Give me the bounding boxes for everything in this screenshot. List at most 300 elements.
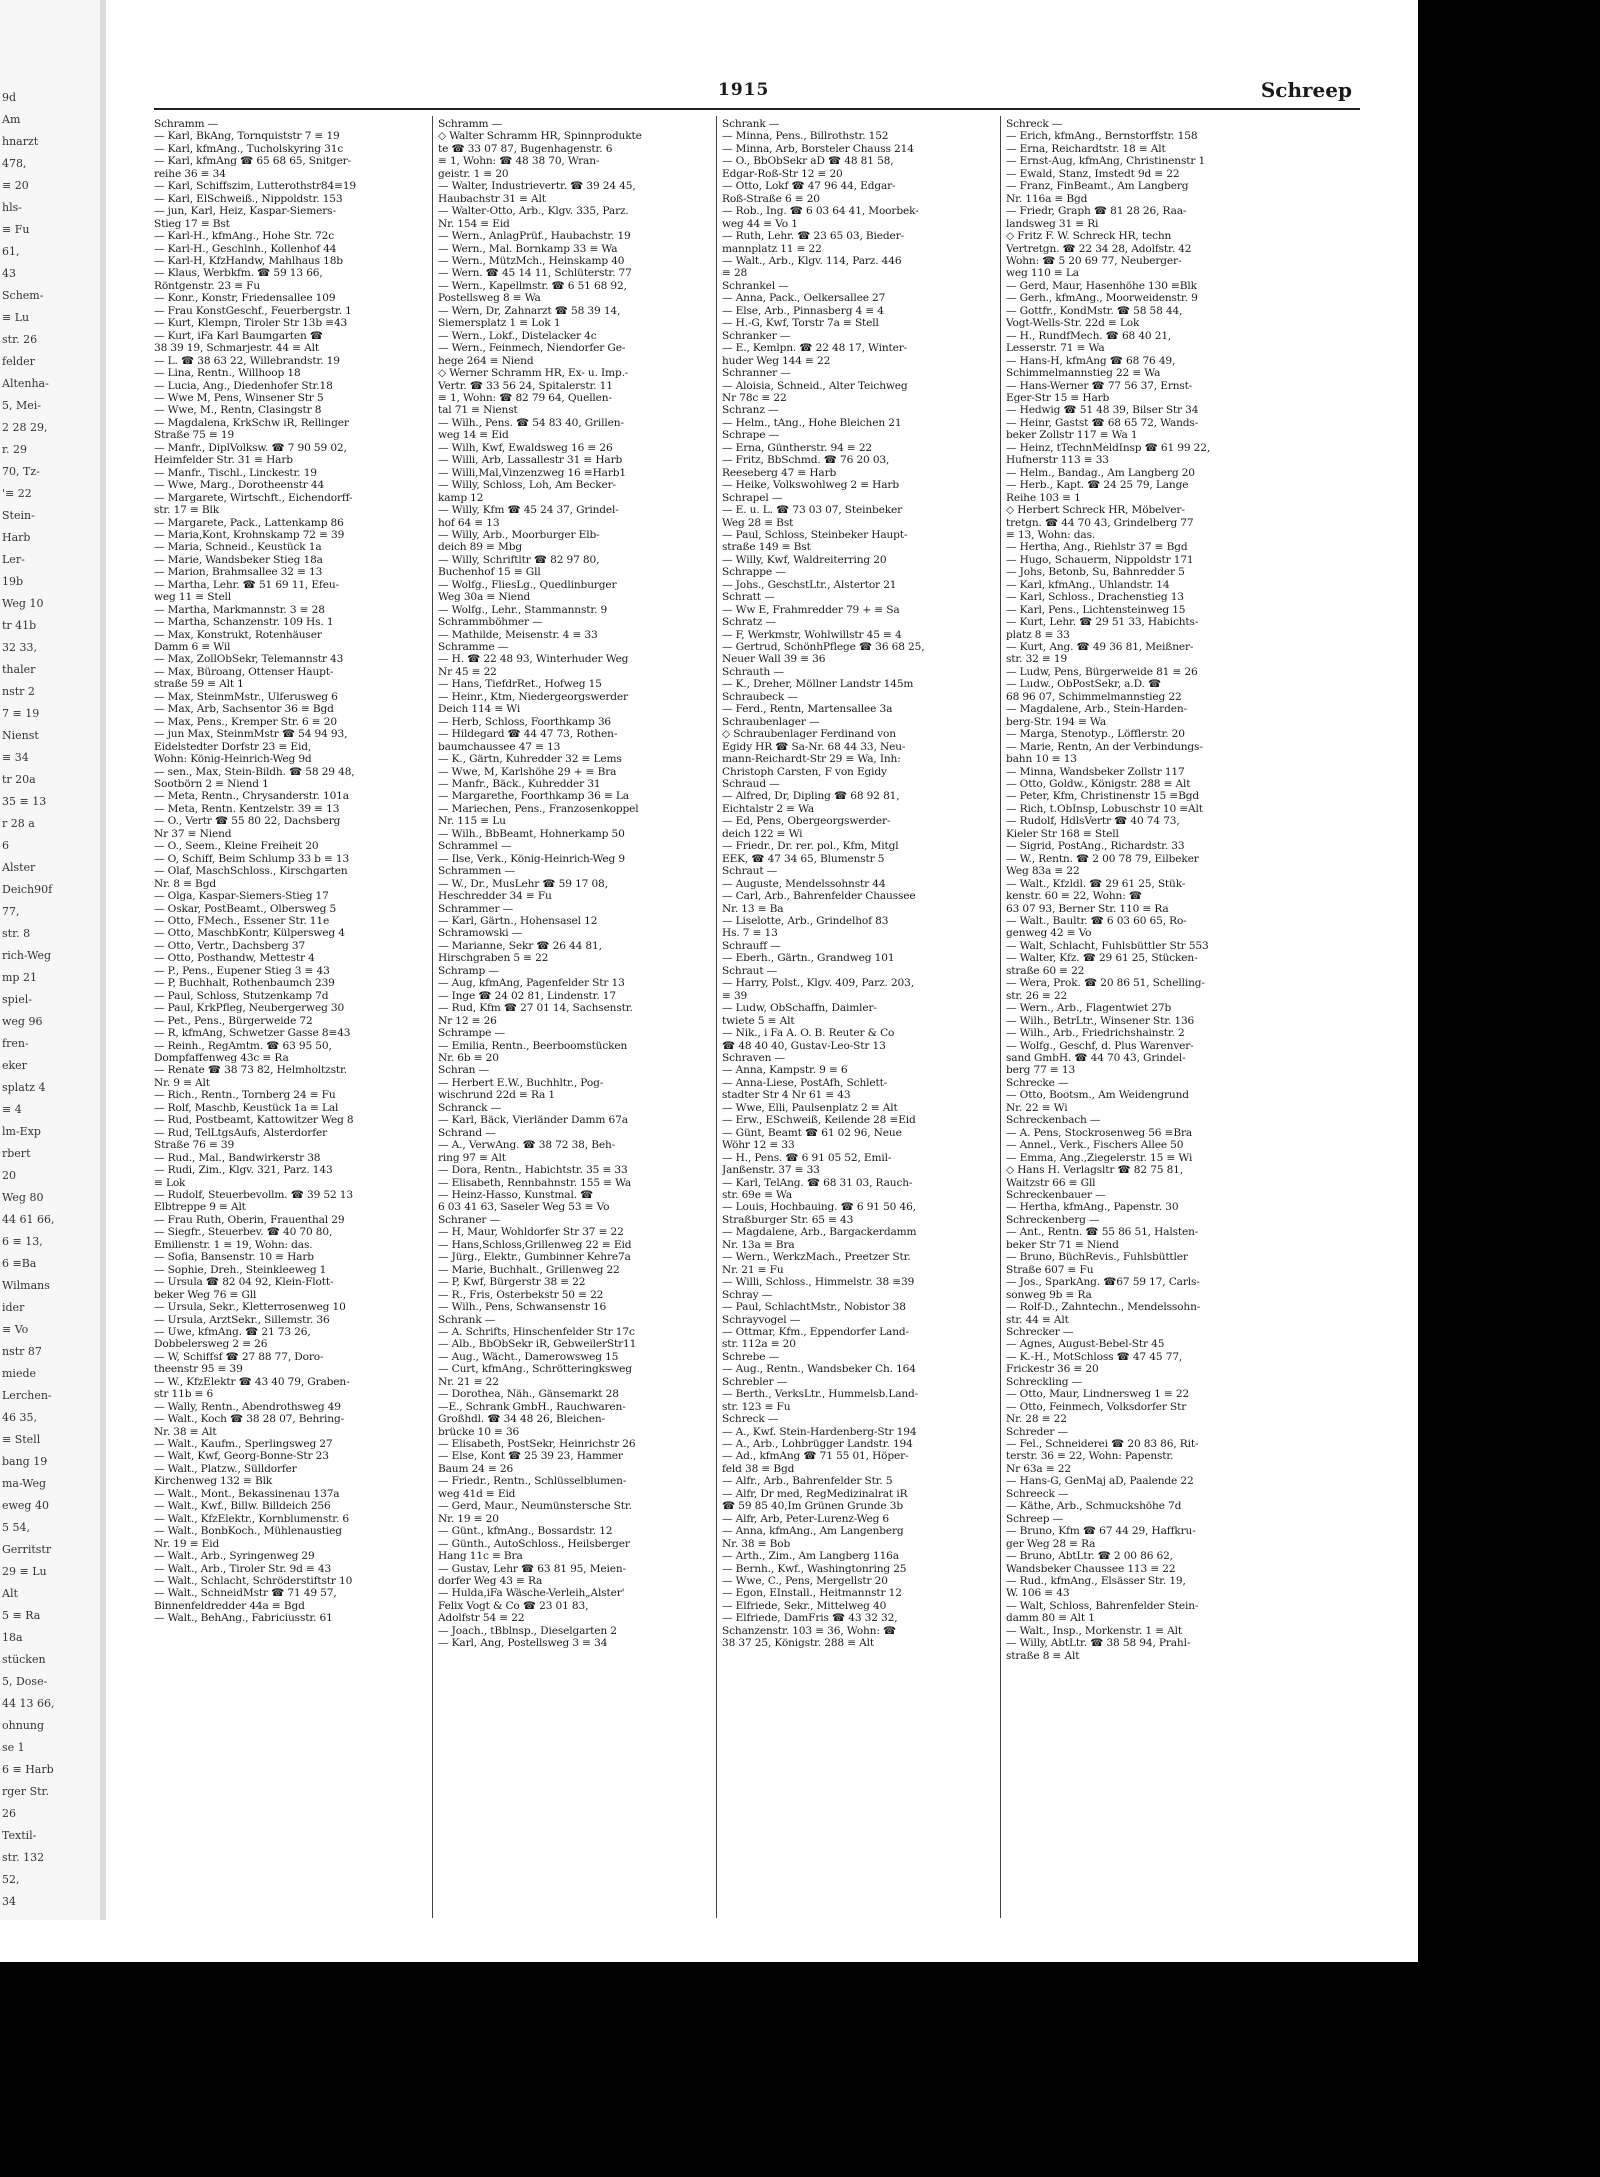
directory-entry-line: — Hans,Schloss,Grillenweg 22 ≡ Eid bbox=[438, 1238, 632, 1251]
directory-entry-line: Damm 6 ≡ Wil bbox=[154, 641, 231, 654]
directory-entry-line: W. 106 ≡ 43 bbox=[1006, 1587, 1070, 1600]
column-4 bbox=[1006, 118, 1280, 1918]
directory-entry-line: — K., Gärtn, Kuhredder 32 ≡ Lems bbox=[438, 753, 622, 766]
directory-entry-line: — Mathilde, Meisenstr. 4 ≡ 33 bbox=[438, 628, 598, 641]
directory-entry-line: — Walt., Arb., Klgv. 114, Parz. 446 bbox=[722, 254, 902, 267]
directory-entry-line: — Karl-H, KfzHandw, Mahlhaus 18b bbox=[154, 254, 343, 267]
directory-entry-line: — Elisabeth, Rennbahnstr. 155 ≡ Wa bbox=[438, 1176, 632, 1189]
directory-entry-line: — Ottmar, Kfm., Eppendorfer Land- bbox=[722, 1325, 909, 1338]
gutter-fragment: 5, Mei- bbox=[2, 399, 41, 412]
directory-entry-line: — L. ☎ 38 63 22, Willebrandstr. 19 bbox=[154, 354, 340, 367]
directory-entry-line: beker Str 71 ≡ Niend bbox=[1006, 1238, 1119, 1251]
directory-entry-line: Schrebler — bbox=[722, 1375, 788, 1388]
gutter-fragment: str. 8 bbox=[2, 927, 31, 940]
directory-entry-line: — Walt., Arb., Tiroler Str. 9d ≡ 43 bbox=[154, 1562, 332, 1575]
directory-entry-line: Schranz — bbox=[722, 404, 779, 417]
directory-entry-line: — Nik., i Fa A. O. B. Reuter & Co bbox=[722, 1027, 895, 1040]
directory-entry-line: — Aug., Rentn., Wandsbeker Ch. 164 bbox=[722, 1363, 916, 1376]
directory-entry-line: — Ant., Rentn. ☎ 55 86 51, Halsten- bbox=[1006, 1226, 1199, 1239]
directory-entry-line: — Karl, ElSchweiß., Nippoldstr. 153 bbox=[154, 192, 343, 205]
directory-entry-line: — Ewald, Stanz, Imstedt 9d ≡ 22 bbox=[1006, 167, 1180, 180]
directory-entry-line: — H. ☎ 22 48 93, Winterhuder Weg bbox=[438, 653, 629, 666]
directory-entry-line: — Jürg., Elektr., Gumbinner Kehre7a bbox=[438, 1251, 631, 1264]
directory-entry-line: brücke 10 ≡ 36 bbox=[438, 1425, 520, 1438]
directory-entry-line: Schrankel — bbox=[722, 279, 789, 292]
directory-entry-line: Haubachstr 31 ≡ Alt bbox=[438, 192, 546, 205]
directory-entry-line: — Walter, Industrievertr. ☎ 39 24 45, bbox=[438, 180, 636, 193]
directory-entry-line: — Walt., Kaufm., Sperlingsweg 27 bbox=[154, 1438, 333, 1451]
directory-entry-line: — Lina, Rentn., Willhoop 18 bbox=[154, 367, 301, 380]
directory-entry-line: twiete 5 ≡ Alt bbox=[722, 1014, 795, 1027]
directory-entry-line: — Ludw, ObSchaffn, Daimler- bbox=[722, 1002, 877, 1015]
directory-entry-line: — Olga, Kaspar-Siemers-Stieg 17 bbox=[154, 890, 329, 903]
directory-entry-line: — Minna, Wandsbeker Zollstr 117 bbox=[1006, 765, 1185, 778]
directory-entry-line: — Rud, TelLtgsAufs, Alsterdorfer bbox=[154, 1126, 327, 1139]
gutter-fragment: '≡ 22 bbox=[2, 487, 32, 500]
directory-entry-line: — K.-H., MotSchloss ☎ 47 45 77, bbox=[1006, 1350, 1183, 1363]
gutter-fragment: felder bbox=[2, 355, 35, 368]
directory-entry-line: — Willi, Arb, Lassallestr 31 ≡ Harb bbox=[438, 454, 623, 467]
directory-entry-line: — Alfr, Arb, Peter-Lurenz-Weg 6 bbox=[722, 1512, 890, 1525]
page-header-word: Schreep bbox=[1260, 78, 1352, 102]
directory-entry-line: — Otto, Goldw., Königstr. 288 ≡ Alt bbox=[1006, 778, 1191, 791]
directory-entry-line: Schrampe — bbox=[438, 1027, 505, 1040]
directory-entry-line: Schreckling — bbox=[1006, 1375, 1083, 1388]
directory-entry-line: — Rich, t.ObInsp, Lobuschstr 10 ≡Alt bbox=[1006, 802, 1203, 815]
directory-entry-line: Nr. 22 ≡ Wi bbox=[1006, 1101, 1068, 1114]
directory-entry-line: Schraut — bbox=[722, 964, 778, 977]
directory-entry-line: — Gerh., kfmAng., Moorweidenstr. 9 bbox=[1006, 292, 1198, 305]
directory-entry-line: Schrayvogel — bbox=[722, 1313, 801, 1326]
directory-entry-line: — Walt., KfzElektr., Kornblumenstr. 6 bbox=[154, 1512, 350, 1525]
directory-entry-line: — Martha, Markmannstr. 3 ≡ 28 bbox=[154, 603, 325, 616]
directory-entry-line: — Wern. ☎ 45 14 11, Schlüterstr. 77 bbox=[438, 267, 632, 280]
directory-entry-line: — Max, Pens., Kremper Str. 6 ≡ 20 bbox=[154, 715, 337, 728]
gutter-fragment: Weg 10 bbox=[2, 597, 44, 610]
directory-entry-line: — Rich., Rentn., Tornberg 24 ≡ Fu bbox=[154, 1089, 336, 1102]
directory-entry-line: — Harry, Polst., Klgv. 409, Parz. 203, bbox=[722, 977, 914, 990]
directory-entry-line: Schrank — bbox=[722, 118, 780, 130]
gutter-fragment: 34 bbox=[2, 1895, 16, 1908]
directory-entry-line: — Willy, Kfm ☎ 45 24 37, Grindel- bbox=[438, 504, 619, 517]
gutter-fragment: str. 26 bbox=[2, 333, 38, 346]
directory-entry-line: — Walt, Schlacht, Fuhlsbüttler Str 553 bbox=[1006, 939, 1209, 952]
directory-entry-line: Schrammel — bbox=[438, 840, 512, 853]
gutter-fragment: 6 ≡Ba bbox=[2, 1257, 37, 1270]
directory-entry-line: beker Zollstr 117 ≡ Wa 1 bbox=[1006, 429, 1138, 442]
directory-entry-line: ring 97 ≡ Alt bbox=[438, 1151, 506, 1164]
scan-border-bottom bbox=[0, 1962, 1418, 2177]
directory-entry-line: — Herb, Schloss, Foorthkamp 36 bbox=[438, 715, 612, 728]
directory-entry-line: — Gottfr., KondMstr. ☎ 58 58 44, bbox=[1006, 304, 1183, 317]
directory-entry-line: — R., Fris, Osterbekstr 50 ≡ 22 bbox=[438, 1288, 604, 1301]
directory-entry-line: weg 14 ≡ Eid bbox=[438, 429, 509, 442]
directory-entry-line: Vertretgn. ☎ 22 34 28, Adolfstr. 42 bbox=[1006, 242, 1192, 255]
directory-entry-line: Christoph Carsten, F von Egidy bbox=[722, 765, 887, 778]
directory-entry-line: 38 39 19, Schmarjestr. 44 ≡ Alt bbox=[154, 342, 319, 355]
directory-entry-line: genweg 42 ≡ Vo bbox=[1006, 927, 1092, 940]
gutter-fragment: 46 35, bbox=[2, 1411, 37, 1424]
directory-entry-line: — Karl, Gärtn., Hohensasel 12 bbox=[438, 915, 598, 927]
directory-entry-line: — Heinz, tTechnMeldInsp ☎ 61 99 22, bbox=[1006, 441, 1211, 454]
directory-entry-line: str. 17 ≡ Blk bbox=[154, 504, 220, 517]
directory-entry-line: — Ursula, Sekr., Kletterrosenweg 10 bbox=[154, 1301, 346, 1314]
directory-entry-line: — E. u. L. ☎ 73 03 07, Steinbeker bbox=[722, 504, 903, 517]
directory-entry-line: Wohn: König-Heinrich-Weg 9d bbox=[154, 753, 312, 766]
directory-entry-line: Weg 28 ≡ Bst bbox=[722, 516, 794, 529]
directory-entry-line: — Günth., AutoSchloss., Heilsberger bbox=[438, 1537, 630, 1550]
directory-entry-line: — Peter, Kfm, Christinenstr 15 ≡Bgd bbox=[1006, 790, 1199, 803]
directory-entry-line: — Konr., Konstr, Friedensallee 109 bbox=[154, 292, 336, 305]
directory-entry-line: — Bruno, Kfm ☎ 67 44 29, Haffkru- bbox=[1006, 1525, 1196, 1538]
directory-entry-line: — Gertrud, SchönhPflege ☎ 36 68 25, bbox=[722, 641, 925, 654]
directory-entry-line: — Rud, Postbeamt, Kattowitzer Weg 8 bbox=[154, 1114, 354, 1127]
directory-entry-line: Nr. 13 ≡ Ba bbox=[722, 902, 784, 915]
directory-entry-line: Roß-Straße 6 ≡ 20 bbox=[722, 192, 820, 205]
directory-entry-line: Weg 83a ≡ 22 bbox=[1006, 865, 1080, 878]
directory-entry-line: — Kurt, Ang. ☎ 49 36 81, Meißner- bbox=[1006, 641, 1194, 654]
directory-entry-line: — Ursula ☎ 82 04 92, Klein-Flott- bbox=[154, 1276, 334, 1289]
directory-entry-line: — A. Schrifts, Hinschenfelder Str 17c bbox=[438, 1325, 635, 1338]
directory-entry-line: — Else, Arb., Pinnasberg 4 ≡ 4 bbox=[722, 304, 884, 317]
directory-entry-line: — Fel., Schneiderei ☎ 20 83 86, Rit- bbox=[1006, 1438, 1199, 1451]
directory-entry-line: — Anna, Pack., Oelkersallee 27 bbox=[722, 292, 886, 305]
directory-entry-line: ◇ Schraubenlager Ferdinand von bbox=[722, 728, 896, 741]
directory-entry-line: — Minna, Arb, Borsteler Chauss 214 bbox=[722, 142, 914, 155]
directory-entry-line: — Max, Arb, Sachsentor 36 ≡ Bgd bbox=[154, 703, 334, 716]
directory-entry-line: — Käthe, Arb., Schmuckshöhe 7d bbox=[1006, 1500, 1182, 1513]
directory-entry-line: — jun, Karl, Heiz, Kaspar-Siemers- bbox=[154, 205, 336, 218]
directory-entry-line: — Bruno, AbtLtr. ☎ 2 00 86 62, bbox=[1006, 1550, 1173, 1563]
directory-entry-line: — Margarete, Pack., Lattenkamp 86 bbox=[154, 516, 344, 529]
directory-entry-line: — Siegfr., Steuerbev. ☎ 40 70 80, bbox=[154, 1226, 333, 1239]
directory-entry-line: — Walt., Baultr. ☎ 6 03 60 65, Ro- bbox=[1006, 915, 1187, 927]
directory-entry-line: Schraner — bbox=[438, 1213, 501, 1226]
directory-entry-line: — Willy, Kwf, Waldreiterring 20 bbox=[722, 553, 887, 566]
directory-entry-line: mann-Reichardt-Str 29 ≡ Wa, Inh: bbox=[722, 753, 901, 766]
directory-entry-line: — Karl, kfmAng., Tucholskyring 31c bbox=[154, 142, 344, 155]
gutter-fragment: 35 ≡ 13 bbox=[2, 795, 47, 808]
directory-entry-line: — Alb., BbObSekr iR, GebweilerStr11 bbox=[438, 1338, 637, 1351]
directory-entry-line: Schrebe — bbox=[722, 1350, 780, 1363]
directory-entry-line: — Kurt, iFa Karl Baumgarten ☎ bbox=[154, 329, 323, 342]
directory-entry-line: kenstr. 60 ≡ 22, Wohn: ☎ bbox=[1006, 890, 1142, 903]
gutter-fragment: splatz 4 bbox=[2, 1081, 46, 1094]
directory-entry-line: — Meta, Rentn. Kentzelstr. 39 ≡ 13 bbox=[154, 802, 340, 815]
directory-entry-line: — Manfr., Bäck., Kuhredder 31 bbox=[438, 778, 601, 791]
directory-entry-line: ≡ Lok bbox=[154, 1176, 186, 1189]
directory-entry-line: — Otto, Posthandw, Mettestr 4 bbox=[154, 952, 315, 965]
directory-entry-line: str. 44 ≡ Alt bbox=[1006, 1313, 1069, 1326]
directory-entry-line: Schreck — bbox=[722, 1413, 779, 1426]
directory-entry-line: — Frau Ruth, Oberin, Frauenthal 29 bbox=[154, 1213, 345, 1226]
gutter-fragment: 26 bbox=[2, 1807, 16, 1820]
directory-entry-line: — Wern., WerkzMach., Preetzer Str. bbox=[722, 1251, 911, 1264]
directory-entry-line: — Karl, BkAng, Tornquiststr 7 ≡ 19 bbox=[154, 130, 340, 143]
gutter-fragment: 32 33, bbox=[2, 641, 37, 654]
directory-entry-line: — Liselotte, Arb., Grindelhof 83 bbox=[722, 915, 889, 927]
directory-entry-line: Wohn: ☎ 5 20 69 77, Neuberger- bbox=[1006, 254, 1182, 267]
directory-entry-line: — Karl, kfmAng., Uhlandstr. 14 bbox=[1006, 578, 1170, 591]
directory-entry-line: — Maria, Schneid., Keustück 1a bbox=[154, 541, 322, 554]
directory-entry-line: Schreckenbach — bbox=[1006, 1114, 1101, 1127]
directory-entry-line: terstr. 36 ≡ 22, Wohn: Papenstr. bbox=[1006, 1450, 1174, 1463]
directory-entry-line: deich 122 ≡ Wi bbox=[722, 827, 803, 840]
directory-entry-line: — Magdalena, KrkSchw iR, Rellinger bbox=[154, 416, 349, 429]
gutter-fragment: 6 ≡ Harb bbox=[2, 1763, 54, 1776]
directory-entry-line: Schrauth — bbox=[722, 665, 784, 678]
directory-entry-line: Nr 78c ≡ 22 bbox=[722, 391, 787, 404]
directory-entry-line: landsweg 31 ≡ Ri bbox=[1006, 217, 1099, 230]
directory-entry-line: Schreckenberg — bbox=[1006, 1213, 1100, 1226]
directory-entry-line: — Walt., Schlacht, Schröderstiftstr 10 bbox=[154, 1575, 353, 1588]
column-2 bbox=[438, 118, 712, 1918]
directory-entry-line: tretgn. ☎ 44 70 43, Grindelberg 77 bbox=[1006, 516, 1194, 529]
directory-entry-line: Nr. 21 ≡ 22 bbox=[438, 1375, 499, 1388]
directory-entry-line: — A., Arb., Lohbrügger Landstr. 194 bbox=[722, 1438, 913, 1451]
directory-entry-line: — Wwe, M., Rentn, Clasingstr 8 bbox=[154, 404, 322, 417]
directory-entry-line: — Ludw., ObPostSekr, a.D. ☎ bbox=[1006, 678, 1162, 691]
directory-entry-line: — Wolfg., Geschf, d. Plus Warenver- bbox=[1006, 1039, 1194, 1052]
directory-entry-line: Schrammen — bbox=[438, 865, 515, 878]
directory-entry-line: — Ruth, Lehr. ☎ 23 65 03, Bieder- bbox=[722, 230, 904, 243]
directory-entry-line: Schraubenlager — bbox=[722, 715, 820, 728]
directory-entry-line: — Eberh., Gärtn., Grandweg 101 bbox=[722, 952, 895, 965]
directory-entry-line: Vogt-Wells-Str. 22d ≡ Lok bbox=[1006, 317, 1140, 330]
directory-entry-line: — Günt., kfmAng., Bossardstr. 12 bbox=[438, 1525, 613, 1538]
directory-entry-line: — Anna, kfmAng., Am Langenberg bbox=[722, 1525, 904, 1538]
directory-entry-line: theenstr 95 ≡ 39 bbox=[154, 1363, 243, 1376]
directory-entry-line: — Franz, FinBeamt., Am Langberg bbox=[1006, 180, 1189, 193]
directory-page bbox=[106, 0, 1418, 1962]
directory-entry-line: Felix Vogt & Co ☎ 23 01 83, bbox=[438, 1599, 589, 1612]
directory-entry-line: — O., Vertr ☎ 55 80 22, Dachsberg bbox=[154, 815, 341, 828]
directory-entry-line: straße 149 ≡ Bst bbox=[722, 541, 811, 554]
directory-entry-line: — Inge ☎ 24 02 81, Lindenstr. 17 bbox=[438, 989, 616, 1002]
directory-entry-line: str 11b ≡ 6 bbox=[154, 1388, 214, 1401]
gutter-fragment: 77, bbox=[2, 905, 20, 918]
directory-entry-line: — Wilh., Pens. ☎ 54 83 40, Grillen- bbox=[438, 416, 624, 429]
directory-entry-line: Schrappe — bbox=[722, 566, 786, 579]
directory-entry-line: — Dora, Rentn., Habichtstr. 35 ≡ 33 bbox=[438, 1164, 628, 1177]
gutter-fragment: 5 ≡ Ra bbox=[2, 1609, 41, 1622]
directory-entry-line: — Hildegard ☎ 44 47 73, Rothen- bbox=[438, 728, 618, 741]
directory-entry-line: — Maria,Kont, Krohnskamp 72 ≡ 39 bbox=[154, 528, 345, 541]
directory-entry-line: damm 80 ≡ Alt 1 bbox=[1006, 1612, 1095, 1625]
directory-entry-line: — Else, Kont ☎ 25 39 23, Hammer bbox=[438, 1450, 623, 1463]
directory-entry-line: — Willy, Arb., Moorburger Elb- bbox=[438, 528, 600, 541]
directory-entry-line: — Walt., SchneidMstr ☎ 71 49 57, bbox=[154, 1587, 337, 1600]
directory-entry-line: — Aug, kfmAng, Pagenfelder Str 13 bbox=[438, 977, 625, 990]
directory-entry-line: berg-Str. 194 ≡ Wa bbox=[1006, 715, 1107, 728]
directory-entry-line: — Elfriede, DamFris ☎ 43 32 32, bbox=[722, 1612, 898, 1625]
directory-entry-line: — Ursula, ArztSekr., Sillemstr. 36 bbox=[154, 1313, 330, 1326]
directory-entry-line: — Wolfg., FliesLg., Quedlinburger bbox=[438, 578, 617, 591]
directory-entry-line: Hang 11c ≡ Bra bbox=[438, 1550, 523, 1563]
directory-entry-line: — Alfr., Arb., Bahrenfelder Str. 5 bbox=[722, 1475, 893, 1488]
directory-entry-line: Nr. 154 ≡ Eid bbox=[438, 217, 510, 230]
directory-entry-line: — sen., Max, Stein-Bildh. ☎ 58 29 48, bbox=[154, 765, 355, 778]
directory-entry-line: — Otto, Vertr., Dachsberg 37 bbox=[154, 939, 306, 952]
directory-entry-line: — Walter-Otto, Arb., Klgv. 335, Parz. bbox=[438, 205, 629, 218]
directory-entry-line: — Wwe, C., Pens, Mergellstr 20 bbox=[722, 1575, 888, 1588]
directory-entry-line: — Erna, Güntherstr. 94 ≡ 22 bbox=[722, 441, 873, 454]
gutter-fragment: ≡ Fu bbox=[2, 223, 30, 236]
directory-entry-line: Nr. 115 ≡ Lu bbox=[438, 815, 506, 828]
directory-entry-line: — jun Max, SteinmMstr ☎ 54 94 93, bbox=[154, 728, 348, 741]
directory-entry-line: ◇ Herbert Schreck HR, Möbelver- bbox=[1006, 504, 1185, 517]
directory-entry-line: wischrund 22d ≡ Ra 1 bbox=[438, 1089, 556, 1102]
directory-entry-line: ◇ Fritz F. W. Schreck HR, techn bbox=[1006, 230, 1172, 243]
directory-entry-line: Schray — bbox=[722, 1288, 773, 1301]
directory-entry-line: — Walt., BonbKoch., Mühlenaustieg bbox=[154, 1525, 342, 1538]
directory-entry-line: ≡ 28 bbox=[722, 267, 748, 280]
directory-entry-line: Straße 76 ≡ 39 bbox=[154, 1139, 235, 1152]
directory-entry-line: — W., KfzElektr ☎ 43 40 79, Graben- bbox=[154, 1375, 350, 1388]
gutter-fragment: weg 96 bbox=[2, 1015, 43, 1028]
gutter-fragment: ≡ Lu bbox=[2, 311, 30, 324]
directory-entry-line: — Erna, Reichardtstr. 18 ≡ Alt bbox=[1006, 142, 1166, 155]
directory-entry-line: — Karl, Schloss., Drachenstieg 13 bbox=[1006, 591, 1184, 604]
directory-entry-line: Weg 30a ≡ Niend bbox=[438, 591, 531, 604]
directory-entry-line: — Johs., GeschstLtr., Alstertor 21 bbox=[722, 578, 897, 591]
directory-entry-line: — Walt, Kwf, Georg-Bonne-Str 23 bbox=[154, 1450, 329, 1463]
directory-entry-line: — Erich, kfmAng., Bernstorffstr. 158 bbox=[1006, 130, 1198, 143]
directory-entry-line: Buchenhof 15 ≡ Gll bbox=[438, 566, 541, 579]
directory-entry-line: Schraut — bbox=[722, 865, 778, 878]
directory-entry-line: — Walt., Koch ☎ 38 28 07, Behring- bbox=[154, 1413, 345, 1426]
directory-entry-line: Nr. 13a ≡ Bra bbox=[722, 1238, 795, 1251]
directory-entry-line: ◇ Werner Schramm HR, Ex- u. Imp.- bbox=[438, 367, 629, 380]
directory-entry-line: — Hedwig ☎ 51 48 39, Bilser Str 34 bbox=[1006, 404, 1199, 417]
gutter-fragment: 478, bbox=[2, 157, 27, 170]
directory-entry-line: — Manfr., Tischl., Linckestr. 19 bbox=[154, 466, 317, 479]
directory-entry-line: — Wern., Lokf., Distelacker 4c bbox=[438, 329, 597, 342]
gutter-fragment: 5 54, bbox=[2, 1521, 30, 1534]
gutter-fragment: rger Str. bbox=[2, 1785, 50, 1798]
directory-entry-line: — P, Buchhalt, Rothenbaumch 239 bbox=[154, 977, 335, 990]
directory-entry-line: Schanzenstr. 103 ≡ 36, Wohn: ☎ bbox=[722, 1624, 897, 1637]
gutter-fragment: Am bbox=[2, 113, 21, 126]
directory-entry-line: — Karl, Ang, Postellsweg 3 ≡ 34 bbox=[438, 1637, 608, 1650]
directory-entry-line: — Walt., Mont., Bekassinenau 137a bbox=[154, 1487, 340, 1500]
directory-entry-line: — Joach., tBblnsp., Dieselgarten 2 bbox=[438, 1624, 617, 1637]
directory-entry-line: — E., Kemlpn. ☎ 22 48 17, Winter- bbox=[722, 342, 908, 355]
directory-entry-line: Frickestr 36 ≡ 20 bbox=[1006, 1363, 1099, 1376]
directory-entry-line: — Otto, Bootsm., Am Weidengrund bbox=[1006, 1089, 1189, 1102]
directory-entry-line: — Rudolf, Steuerbevollm. ☎ 39 52 13 bbox=[154, 1188, 353, 1201]
directory-entry-line: — Marga, Stenotyp., Löfflerstr. 20 bbox=[1006, 728, 1185, 741]
directory-entry-line: — Marion, Brahmsallee 32 ≡ 13 bbox=[154, 566, 323, 579]
directory-entry-line: — Walt., Arb., Syringenweg 29 bbox=[154, 1550, 315, 1563]
directory-entry-line: 63 07 93, Berner Str. 110 ≡ Ra bbox=[1006, 902, 1169, 915]
directory-entry-line: — Walt, Schloss, Bahrenfelder Stein- bbox=[1006, 1599, 1199, 1612]
directory-entry-line: — Manfr., DiplVolksw. ☎ 7 90 59 02, bbox=[154, 441, 347, 454]
directory-entry-line: — F, Werkmstr, Wohlwillstr 45 ≡ 4 bbox=[722, 628, 902, 641]
directory-entry-line: — Margarete, Wirtschft., Eichendorff- bbox=[154, 491, 353, 504]
directory-entry-line: kamp 12 bbox=[438, 491, 484, 504]
gutter-fragment: ohnung bbox=[2, 1719, 45, 1732]
directory-entry-line: straße 8 ≡ Alt bbox=[1006, 1649, 1080, 1662]
directory-entry-line: — P, Kwf, Bürgerstr 38 ≡ 22 bbox=[438, 1276, 586, 1289]
directory-entry-line: — Walt., Insp., Morkenstr. 1 ≡ Alt bbox=[1006, 1624, 1182, 1637]
directory-entry-line: — Alfred, Dr, Dipling ☎ 68 92 81, bbox=[722, 790, 900, 803]
directory-entry-line: Schramowski — bbox=[438, 927, 523, 940]
directory-entry-line: — Hertha, kfmAng., Papenstr. 30 bbox=[1006, 1201, 1179, 1214]
gutter-fragment: 29 ≡ Lu bbox=[2, 1565, 47, 1578]
directory-entry-line: — Sigrid, PostAng., Richardstr. 33 bbox=[1006, 840, 1185, 853]
column-divider bbox=[1000, 116, 1001, 1918]
directory-entry-line: — Frau KonstGeschf., Feuerbergstr. 1 bbox=[154, 304, 352, 317]
directory-entry-line: Reeseberg 47 ≡ Harb bbox=[722, 466, 837, 479]
directory-entry-line: Elbtreppe 9 ≡ Alt bbox=[154, 1201, 246, 1214]
directory-entry-line: — Wwe, Marg., Dorotheenstr 44 bbox=[154, 479, 325, 492]
directory-entry-line: — Olaf, MaschSchloss., Kirschgarten bbox=[154, 865, 348, 878]
directory-entry-line: Schraubeck — bbox=[722, 690, 798, 703]
directory-entry-line: — Ilse, Verk., König-Heinrich-Weg 9 bbox=[438, 852, 625, 865]
directory-entry-line: — Hans-G, GenMaj aD, Paalende 22 bbox=[1006, 1475, 1194, 1488]
directory-entry-line: — Ernst-Aug, kfmAng, Christinenstr 1 bbox=[1006, 155, 1206, 168]
directory-entry-line: — Hans, TiefdrRet., Hofweg 15 bbox=[438, 678, 602, 691]
gutter-fragment: 5, Dose- bbox=[2, 1675, 48, 1688]
directory-entry-line: — Willy, AbtLtr. ☎ 38 58 94, Prahl- bbox=[1006, 1637, 1191, 1650]
directory-entry-line: — Wilh., Pens, Schwansenstr 16 bbox=[438, 1301, 607, 1314]
directory-entry-line: Nr. 8 ≡ Bgd bbox=[154, 877, 216, 890]
directory-entry-line: — Emilia, Rentn., Beerboomstücken bbox=[438, 1039, 628, 1052]
directory-entry-line: str. 123 ≡ Fu bbox=[722, 1400, 791, 1413]
directory-entry-line: — Rud, Kfm ☎ 27 01 14, Sachsenstr. bbox=[438, 1002, 633, 1015]
column-1 bbox=[154, 118, 428, 1918]
directory-entry-line: — Marianne, Sekr ☎ 26 44 81, bbox=[438, 939, 602, 952]
directory-entry-line: — Ferd., Rentn, Martensallee 3a bbox=[722, 703, 893, 716]
gutter-fragment: 9d bbox=[2, 91, 17, 104]
directory-entry-line: weg 44 ≡ Vo 1 bbox=[722, 217, 798, 230]
gutter-fragment: 52, bbox=[2, 1873, 20, 1886]
directory-entry-line: berg 77 ≡ 13 bbox=[1006, 1064, 1076, 1077]
gutter-fragment: spiel- bbox=[2, 993, 32, 1006]
gutter-fragment: Gerritstr bbox=[2, 1543, 52, 1556]
directory-entry-line: — Martha, Schanzenstr. 109 Hs. 1 bbox=[154, 616, 334, 629]
gutter-fragment: thaler bbox=[2, 663, 36, 676]
directory-entry-line: dorfer Weg 43 ≡ Ra bbox=[438, 1575, 543, 1588]
gutter-fragment: ≡ Vo bbox=[2, 1323, 29, 1336]
directory-entry-line: Großhdl. ☎ 34 48 26, Bleichen- bbox=[438, 1413, 605, 1426]
directory-entry-line: straße 59 ≡ Alt 1 bbox=[154, 678, 244, 691]
directory-entry-line: Emilienstr. 1 ≡ 19, Wohn: das. bbox=[154, 1238, 313, 1251]
directory-entry-line: — Marie, Rentn, An der Verbindungs- bbox=[1006, 740, 1203, 753]
directory-entry-line: — Wern., MützMch., Heinskamp 40 bbox=[438, 254, 625, 267]
directory-entry-line: Schratt — bbox=[722, 591, 775, 604]
directory-entry-line: — Ludw, Pens, Bürgerweide 81 ≡ 26 bbox=[1006, 665, 1198, 678]
directory-entry-line: — H, Maur, Wohldorfer Str 37 ≡ 22 bbox=[438, 1226, 624, 1239]
directory-entry-line: EEK, ☎ 47 34 65, Blumenstr 5 bbox=[722, 852, 885, 865]
directory-entry-line: Schrauff — bbox=[722, 939, 781, 952]
directory-entry-line: tal 71 ≡ Nienst bbox=[438, 404, 518, 417]
directory-entry-line: baumchaussee 47 ≡ 13 bbox=[438, 740, 561, 753]
gutter-fragment: 43 bbox=[2, 267, 16, 280]
directory-entry-line: — Ed, Pens, Obergeorgswerder- bbox=[722, 815, 891, 828]
gutter-fragment: Lerchen- bbox=[2, 1389, 52, 1402]
directory-entry-line: — Hans-H, kfmAng ☎ 68 76 49, bbox=[1006, 354, 1176, 367]
directory-entry-line: ≡ 1, Wohn: ☎ 82 79 64, Quellen- bbox=[438, 391, 612, 404]
gutter-fragment: Stein- bbox=[2, 509, 35, 522]
directory-entry-line: te ☎ 33 07 87, Bugenhagenstr. 6 bbox=[438, 142, 613, 155]
directory-entry-line: Sootbörn 2 ≡ Niend 1 bbox=[154, 778, 269, 791]
directory-entry-line: 6 03 41 63, Saseler Weg 53 ≡ Vo bbox=[438, 1201, 610, 1214]
directory-entry-line: weg 110 ≡ La bbox=[1006, 267, 1079, 280]
gutter-fragment: rich-Weg bbox=[2, 949, 52, 962]
directory-entry-line: Nr. 19 ≡ Eid bbox=[154, 1537, 220, 1550]
